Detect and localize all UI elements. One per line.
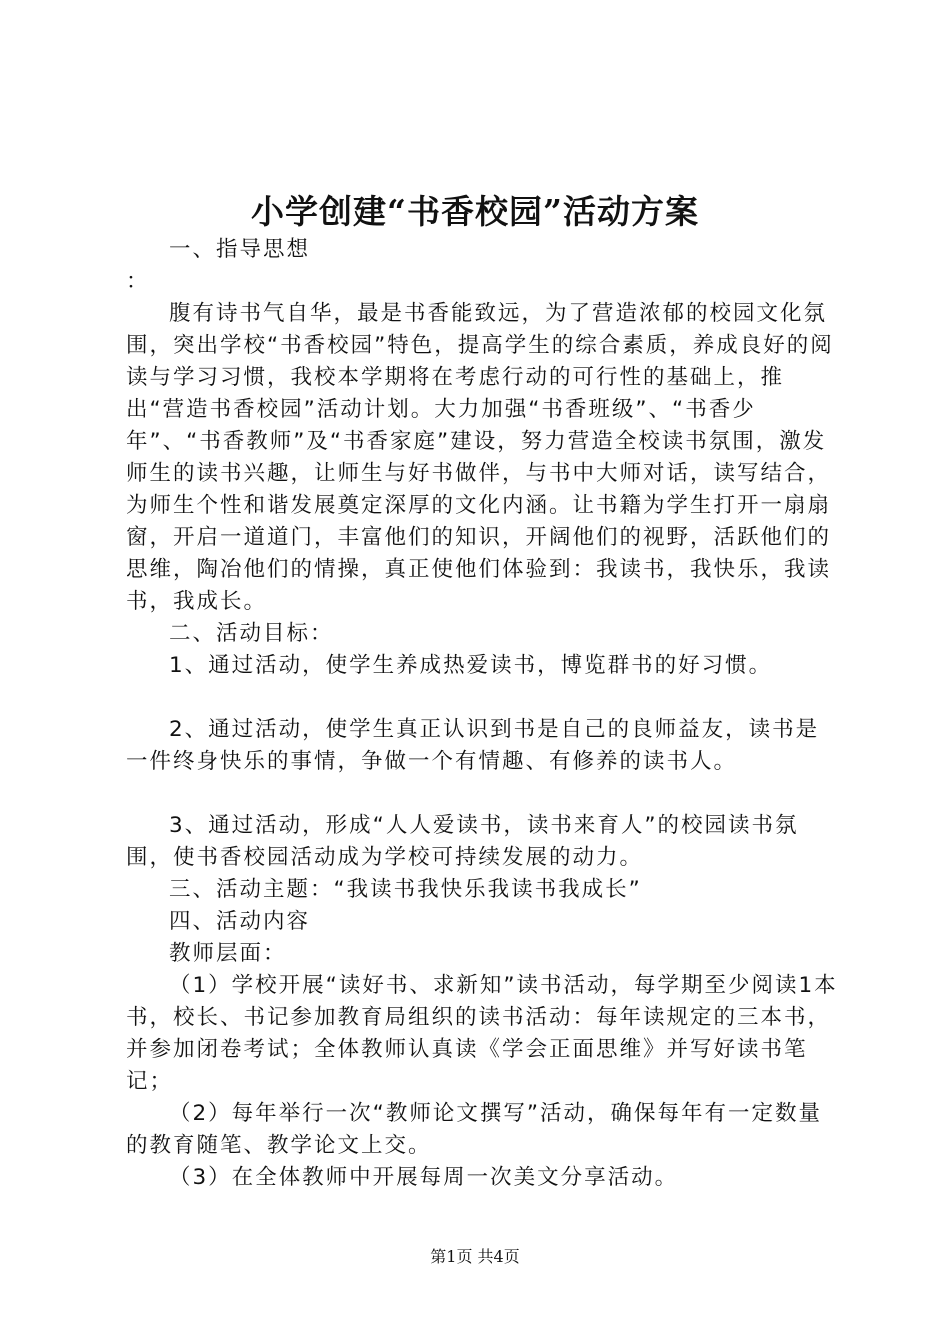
- subheading-teacher-level: 教师层面：: [169, 941, 287, 966]
- goal-item-3: 3、通过活动，形成“人人爱读书，读书来育人”的校园读书氛围，使书香校园活动成为学校可持续发展的动力。: [126, 813, 799, 870]
- content-item-1: （1）学校开展“读好书、求新知”读书活动，每学期至少阅读1本书，校长、书记参加教育局组织的读书活动：每年读规定的三本书，并参加闭卷考试；全体教师认真读《学会正面思维》并写好读书笔记；: [126, 973, 838, 1094]
- document-title: 小学创建“书香校园”活动方案: [251, 192, 699, 231]
- page-number: 第1页 共4页: [430, 1247, 520, 1266]
- paragraph-intro: 腹有诗书气自华，最是书香能致远，为了营造浓郁的校园文化氛围，突出学校“书香校园”特色，提高学生的综合素质，养成良好的阅读与学习习惯，我校本学期将在考虑行动的可行性的基础上，推出“营造书香校园”活动计划。大力加强“书香班级”、“书香少年”、“书香教师”及“书香家庭”建设，努力营造全校读书氛围，激发师生的读书兴趣，让师生与好书做伴，与书中大师对话，读写结合，为师生个性和谐发展奠定深厚的文化内涵。让书籍为学生打开一扇扇窗，开启一道道门，丰富他们的知识，开阔他们的视野，活跃他们的思维，陶冶他们的情操，真正使他们体验到：我读书，我快乐，我读书，我成长。: [126, 301, 834, 614]
- document-body: [126, 234, 838, 1194]
- stray-colon: ：: [126, 269, 150, 294]
- goal-item-2: 2、通过活动，使学生真正认识到书是自己的良师益友，读书是一件终身快乐的事情，争做一个有情趣、有修养的读书人。: [126, 717, 820, 774]
- content-item-2: （2）每年举行一次“教师论文撰写”活动，确保每年有一定数量的教育随笔、教学论文上交。: [126, 1101, 822, 1158]
- section-heading-theme: 三、活动主题：“我读书我快乐我读书我成长”: [169, 877, 642, 902]
- goal-item-1: 1、通过活动，使学生养成热爱读书，博览群书的好习惯。: [169, 653, 773, 678]
- section-heading-content: 四、活动内容: [169, 909, 311, 934]
- section-heading-goals: 二、活动目标：: [169, 621, 334, 646]
- content-item-3: （3）在全体教师中开展每周一次美文分享活动。: [169, 1165, 679, 1190]
- section-heading-guiding-ideology: 一、指导思想: [169, 237, 311, 262]
